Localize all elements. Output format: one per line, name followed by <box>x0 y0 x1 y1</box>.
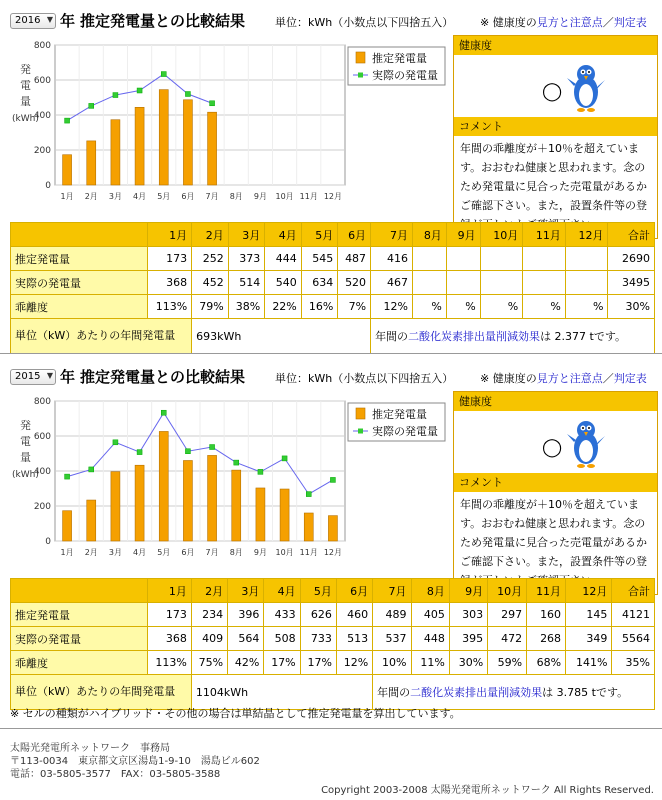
cell: 508 <box>264 627 300 651</box>
footer-divider <box>0 728 662 729</box>
section-divider <box>0 353 662 354</box>
cell: 467 <box>371 271 413 295</box>
summary-row <box>11 319 655 354</box>
cell: 444 <box>265 247 302 271</box>
line-point <box>65 474 70 479</box>
generation-chart <box>10 391 447 561</box>
line-point <box>89 103 94 108</box>
year-suffix: 年 <box>60 12 76 30</box>
year-suffix: 年 <box>60 368 76 386</box>
comment-header: コメント <box>454 117 657 136</box>
cell <box>565 271 608 295</box>
co2-effect <box>371 319 655 354</box>
cell <box>412 271 446 295</box>
total-header: 合計 <box>612 579 655 603</box>
bar <box>280 489 289 541</box>
per-kw-value: 693kWh <box>192 319 371 354</box>
table-row <box>11 603 655 627</box>
y-axis-label-4: (kWh) <box>12 470 39 480</box>
cell: 268 <box>527 627 566 651</box>
unit-text: 単位：kWh（小数点以下四捨五入） <box>275 372 454 385</box>
cell: 634 <box>301 271 338 295</box>
line-point <box>137 88 142 93</box>
section-title: 推定発電量との比較結果 <box>80 368 246 386</box>
cell: 626 <box>300 603 336 627</box>
legend-label: 実際の発電量 <box>372 69 438 82</box>
row-label: 乖離度 <box>11 651 148 675</box>
bar <box>256 488 265 541</box>
x-tick-label: 12月 <box>323 192 343 201</box>
legend-label: 推定発電量 <box>372 52 427 65</box>
section-title: 推定発電量との比較結果 <box>80 12 246 30</box>
month-header: 9月 <box>446 223 480 247</box>
line-point <box>210 101 215 106</box>
y-tick-label: 800 <box>33 397 51 407</box>
health-body <box>454 411 657 473</box>
cell: 10% <box>373 651 411 675</box>
x-tick-label: 6月 <box>181 548 195 557</box>
cell <box>412 247 446 271</box>
cell: 173 <box>148 247 192 271</box>
cell: 42% <box>228 651 264 675</box>
x-tick-label: 3月 <box>108 548 122 557</box>
line-point <box>137 450 142 455</box>
penguin-mascot-icon <box>566 60 606 115</box>
x-tick-label: 6月 <box>181 192 195 201</box>
section-header <box>10 10 655 34</box>
legend-label: 実際の発電量 <box>372 425 438 438</box>
cell: 234 <box>191 603 227 627</box>
cell: 368 <box>148 627 192 651</box>
bar <box>159 90 168 185</box>
x-tick-label: 9月 <box>253 192 267 201</box>
copyright: Copyright 2003-2008 太陽光発電所ネットワーク All Rights Reserved. <box>321 785 654 796</box>
year-select[interactable] <box>10 13 56 29</box>
x-tick-label: 4月 <box>133 548 147 557</box>
cell: % <box>565 295 608 319</box>
month-header: 12月 <box>566 579 612 603</box>
cell: 145 <box>566 603 612 627</box>
monthly-table <box>10 222 655 354</box>
cell <box>446 271 480 295</box>
chevron-down-icon: ▼ <box>46 15 53 24</box>
cell-total: 5564 <box>612 627 655 651</box>
month-header: 5月 <box>301 223 338 247</box>
generation-chart <box>10 35 447 205</box>
x-tick-label: 9月 <box>253 548 267 557</box>
bar <box>63 155 72 185</box>
month-header: 2月 <box>191 579 227 603</box>
cell: 303 <box>449 603 487 627</box>
cell: 489 <box>373 603 411 627</box>
per-kw-label: 単位（kW）あたりの年間発電量 <box>11 675 192 710</box>
cell: % <box>446 295 480 319</box>
cell: % <box>412 295 446 319</box>
chart-svg <box>10 35 447 205</box>
x-tick-label: 8月 <box>229 548 243 557</box>
cell: 30% <box>449 651 487 675</box>
month-header: 3月 <box>228 579 264 603</box>
cell: 252 <box>192 247 229 271</box>
cell: 733 <box>300 627 336 651</box>
x-tick-label: 8月 <box>229 192 243 201</box>
line-point <box>185 449 190 454</box>
x-tick-label: 2月 <box>84 192 98 201</box>
comment-header: コメント <box>454 473 657 492</box>
month-header: 12月 <box>565 223 608 247</box>
y-axis-label-2: 電 <box>20 79 31 92</box>
cell: 17% <box>264 651 300 675</box>
x-tick-label: 7月 <box>205 548 219 557</box>
legend-label: 推定発電量 <box>372 408 427 421</box>
month-header: 10月 <box>480 223 523 247</box>
year-section-2016 <box>0 0 662 350</box>
bar <box>328 516 337 541</box>
footer-address <box>10 742 260 781</box>
health-panel <box>453 391 658 595</box>
month-header: 8月 <box>411 579 449 603</box>
table-row <box>11 271 655 295</box>
y-tick-label: 0 <box>45 181 51 191</box>
bar <box>87 141 96 185</box>
health-note-prefix: ※ 健康度の <box>480 372 537 385</box>
legend-marker-swatch <box>358 73 363 78</box>
month-header: 2月 <box>192 223 229 247</box>
cell-total: 30% <box>608 295 655 319</box>
bar <box>135 465 144 541</box>
x-tick-label: 7月 <box>205 192 219 201</box>
monthly-table <box>10 578 655 710</box>
section-header <box>10 366 655 390</box>
month-header: 11月 <box>527 579 566 603</box>
y-tick-label: 800 <box>33 41 51 51</box>
table-row <box>11 295 655 319</box>
health-note: ※ 健康度の見方と注意点／判定表 <box>480 16 647 29</box>
comment-text: 年間の乖離度が＋10％を超えています。おおむね健康と思われます。念のため発電量に見合った売電量があるかご確認下さい。また，設置条件等の登 <box>454 492 657 594</box>
month-header: 10月 <box>488 579 527 603</box>
y-axis-label-3: 量 <box>20 95 31 108</box>
cell: 38% <box>228 295 265 319</box>
line-point <box>306 492 311 497</box>
cell: 349 <box>566 627 612 651</box>
cell: 395 <box>449 627 487 651</box>
y-axis-label-2: 電 <box>20 435 31 448</box>
x-tick-label: 10月 <box>275 192 294 201</box>
per-kw-value: 1104kWh <box>191 675 372 710</box>
row-label: 推定発電量 <box>11 247 148 271</box>
cell: 520 <box>338 271 371 295</box>
y-axis-label-1: 発 <box>20 63 31 76</box>
cell <box>480 247 523 271</box>
health-guide-link[interactable]: 見方と注意点 <box>536 372 603 385</box>
cell: 373 <box>228 247 265 271</box>
cell-total: 4121 <box>612 603 655 627</box>
bar <box>208 455 217 541</box>
judgement-table-link[interactable]: 判定表 <box>613 372 647 385</box>
year-select-value: 2015 <box>15 371 41 382</box>
y-axis-label-4: (kWh) <box>12 114 39 124</box>
legend-bar-swatch <box>356 408 365 419</box>
line-point <box>258 469 263 474</box>
table-row <box>11 651 655 675</box>
bar <box>111 472 120 541</box>
month-header: 4月 <box>265 223 302 247</box>
co2-suffix: は 3.785 tです。 <box>542 686 629 699</box>
cell <box>523 271 566 295</box>
health-note-prefix: ※ 健康度の <box>480 16 537 29</box>
cell: 113% <box>148 651 192 675</box>
month-header: 6月 <box>336 579 372 603</box>
y-axis-label-3: 量 <box>20 451 31 464</box>
co2-link[interactable]: 二酸化炭素排出量削減効果 <box>408 330 541 343</box>
table-corner <box>11 579 148 603</box>
cell: 75% <box>191 651 227 675</box>
x-tick-label: 5月 <box>157 192 171 201</box>
year-section-2015 <box>0 356 662 706</box>
cell: 79% <box>192 295 229 319</box>
comment-text: 年間の乖離度が＋10％を超えています。おおむね健康と思われます。念のため発電量に見合った売電量があるかご確認下さい。また，設置条件等の登 <box>454 136 657 238</box>
line-point <box>210 445 215 450</box>
bar <box>63 511 72 541</box>
cell: 487 <box>338 247 371 271</box>
bar <box>87 500 96 541</box>
bar <box>183 100 192 185</box>
cell: 22% <box>265 295 302 319</box>
month-header: 8月 <box>412 223 446 247</box>
row-label: 推定発電量 <box>11 603 148 627</box>
line-point <box>113 93 118 98</box>
cell: 540 <box>265 271 302 295</box>
cell-total: 2690 <box>608 247 655 271</box>
y-tick-label: 600 <box>33 76 51 86</box>
row-label: 実際の発電量 <box>11 271 148 295</box>
cell: 11% <box>411 651 449 675</box>
cell <box>446 247 480 271</box>
unit-text: 単位：kWh（小数点以下四捨五入） <box>275 16 454 29</box>
cell: 7% <box>338 295 371 319</box>
health-header: 健康度 <box>454 392 657 411</box>
y-axis-label-1: 発 <box>20 419 31 432</box>
y-tick-label: 400 <box>33 111 51 121</box>
bar <box>232 470 241 541</box>
x-tick-label: 2月 <box>84 548 98 557</box>
co2-suffix: は 2.377 tです。 <box>540 330 626 343</box>
cell: 448 <box>411 627 449 651</box>
x-tick-label: 1月 <box>60 192 74 201</box>
month-header: 7月 <box>371 223 413 247</box>
cell: 409 <box>191 627 227 651</box>
month-header: 9月 <box>449 579 487 603</box>
per-kw-label: 単位（kW）あたりの年間発電量 <box>11 319 192 354</box>
cell: 514 <box>228 271 265 295</box>
table-row <box>11 627 655 651</box>
cell: 545 <box>301 247 338 271</box>
bar <box>304 513 313 541</box>
footer-org: 太陽光発電所ネットワーク 事務局 <box>10 743 170 754</box>
penguin-mascot-icon <box>566 416 606 471</box>
co2-prefix: 年間の <box>375 330 409 343</box>
health-mark: ◯ <box>542 81 563 102</box>
line-point <box>282 456 287 461</box>
cell: 460 <box>336 603 372 627</box>
health-panel <box>453 35 658 239</box>
cell <box>565 247 608 271</box>
cell: 68% <box>527 651 566 675</box>
cell: % <box>523 295 566 319</box>
cell: 405 <box>411 603 449 627</box>
cell: % <box>480 295 523 319</box>
cell: 433 <box>264 603 300 627</box>
line-point <box>65 118 70 123</box>
legend-bar-swatch <box>356 52 365 63</box>
table-row <box>11 247 655 271</box>
line-point <box>185 92 190 97</box>
year-select-value: 2016 <box>15 15 41 26</box>
cell-total: 3495 <box>608 271 655 295</box>
judgement-table-link[interactable]: 判定表 <box>613 16 647 29</box>
y-tick-label: 200 <box>33 502 51 512</box>
health-guide-link[interactable]: 見方と注意点 <box>536 16 603 29</box>
cell: 396 <box>228 603 264 627</box>
y-tick-label: 0 <box>45 537 51 547</box>
x-tick-label: 1月 <box>60 548 74 557</box>
line-point <box>161 72 166 77</box>
co2-link[interactable]: 二酸化炭素排出量削減効果 <box>410 686 543 699</box>
cell: 141% <box>566 651 612 675</box>
cell: 173 <box>148 603 192 627</box>
year-select[interactable] <box>10 369 56 385</box>
cell: 513 <box>336 627 372 651</box>
x-tick-label: 3月 <box>108 192 122 201</box>
month-header: 6月 <box>338 223 371 247</box>
legend-marker-swatch <box>358 429 363 434</box>
month-header: 1月 <box>148 223 192 247</box>
footer-postal: 〒113-0034 東京都文京区湯島1-9-10 湯島ビル602 <box>10 756 260 767</box>
cell-total: 35% <box>612 651 655 675</box>
line-point <box>234 460 239 465</box>
x-tick-label: 11月 <box>299 192 318 201</box>
bar <box>135 107 144 185</box>
cell <box>523 247 566 271</box>
cell: 16% <box>301 295 338 319</box>
footnote: ※ セルの種類がハイブリッド・その他の場合は単結晶として推定発電量を算出しています。 <box>10 707 461 720</box>
cell: 368 <box>148 271 192 295</box>
cell: 12% <box>336 651 372 675</box>
cell: 113% <box>148 295 192 319</box>
co2-prefix: 年間の <box>377 686 411 699</box>
health-body <box>454 55 657 117</box>
line-point <box>113 440 118 445</box>
bar <box>208 112 217 185</box>
chevron-down-icon: ▼ <box>46 371 53 380</box>
x-tick-label: 10月 <box>275 548 294 557</box>
bar <box>111 120 120 185</box>
cell: 17% <box>300 651 336 675</box>
cell: 452 <box>192 271 229 295</box>
line-point <box>89 467 94 472</box>
month-header: 11月 <box>523 223 566 247</box>
cell: 160 <box>527 603 566 627</box>
cell: 537 <box>373 627 411 651</box>
bar <box>183 461 192 542</box>
cell: 297 <box>488 603 527 627</box>
line-point <box>330 477 335 482</box>
cell: 472 <box>488 627 527 651</box>
cell: 12% <box>371 295 413 319</box>
cell: 564 <box>228 627 264 651</box>
x-tick-label: 4月 <box>133 192 147 201</box>
x-tick-label: 12月 <box>323 548 343 557</box>
line-point <box>161 410 166 415</box>
health-mark: ◯ <box>542 437 563 458</box>
month-header: 1月 <box>148 579 192 603</box>
month-header: 5月 <box>300 579 336 603</box>
month-header: 3月 <box>228 223 265 247</box>
chart-svg <box>10 391 447 561</box>
footer-phone: 電話：03-5805-3577 FAX：03-5805-3588 <box>10 769 221 780</box>
y-tick-label: 600 <box>33 432 51 442</box>
y-tick-label: 200 <box>33 146 51 156</box>
y-tick-label: 400 <box>33 467 51 477</box>
total-header: 合計 <box>608 223 655 247</box>
bar <box>159 431 168 541</box>
table-header-row <box>11 223 655 247</box>
cell <box>480 271 523 295</box>
health-note: ※ 健康度の見方と注意点／判定表 <box>480 372 647 385</box>
row-label: 乖離度 <box>11 295 148 319</box>
table-corner <box>11 223 148 247</box>
cell: 416 <box>371 247 413 271</box>
table-header-row <box>11 579 655 603</box>
cell: 59% <box>488 651 527 675</box>
row-label: 実際の発電量 <box>11 627 148 651</box>
x-tick-label: 11月 <box>299 548 318 557</box>
month-header: 4月 <box>264 579 300 603</box>
health-header: 健康度 <box>454 36 657 55</box>
x-tick-label: 5月 <box>157 548 171 557</box>
month-header: 7月 <box>373 579 411 603</box>
